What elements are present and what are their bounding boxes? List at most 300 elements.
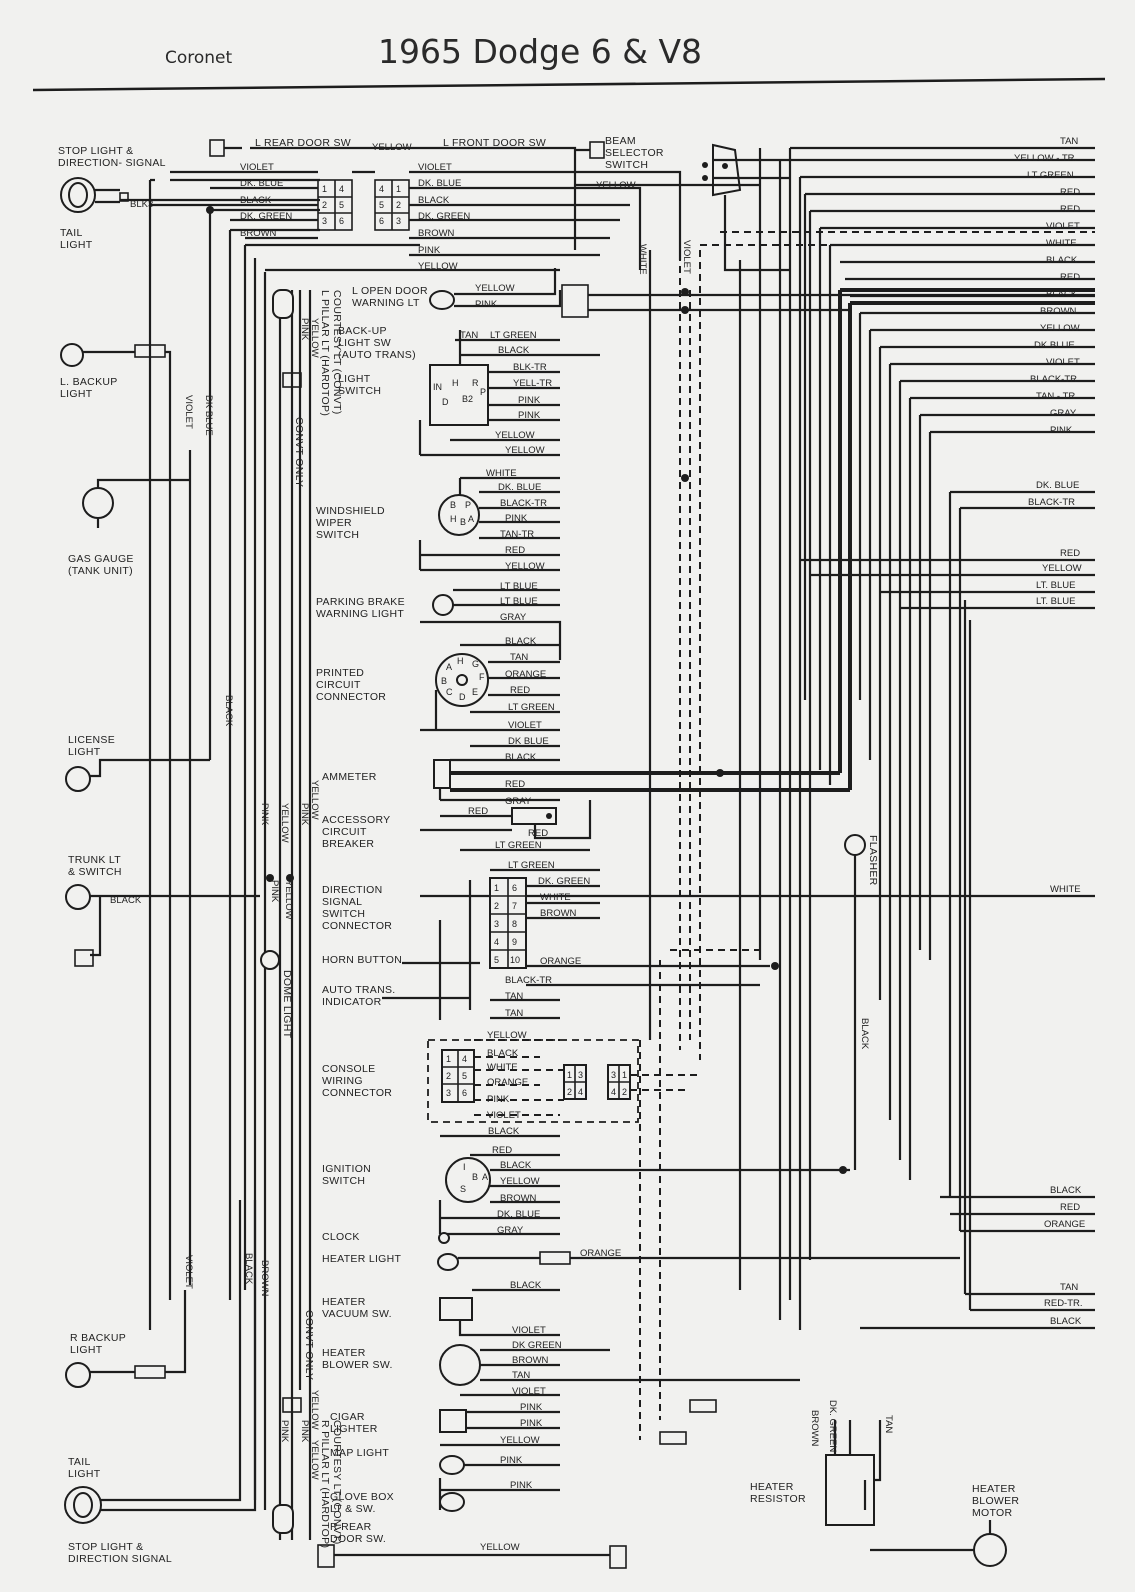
accessory-circuit-breaker (322, 800, 590, 851)
top-harness (150, 137, 760, 272)
svg-text:LIGHT: LIGHT (60, 239, 93, 251)
svg-text:BROWN: BROWN (809, 1410, 820, 1447)
svg-text:ORANGE: ORANGE (1044, 1219, 1086, 1230)
svg-text:10: 10 (510, 955, 521, 965)
ammeter (322, 752, 850, 807)
svg-text:L REAR DOOR SW: L REAR DOOR SW (255, 137, 351, 149)
svg-text:BLACK-TR: BLACK-TR (505, 975, 552, 986)
svg-text:DIRECTION SIGNAL: DIRECTION SIGNAL (68, 1553, 172, 1565)
svg-text:LIGHTER: LIGHTER (330, 1423, 378, 1435)
svg-text:ACCESSORY: ACCESSORY (322, 814, 391, 826)
svg-text:RED: RED (1060, 187, 1081, 198)
ignition-switch (322, 1126, 850, 1236)
svg-text:HORN BUTTON: HORN BUTTON (322, 954, 403, 966)
svg-text:D: D (459, 692, 466, 702)
svg-text:DIRECTION: DIRECTION (322, 884, 383, 896)
svg-text:2: 2 (622, 1087, 628, 1097)
svg-text:3: 3 (578, 1070, 584, 1080)
svg-text:DK. GREEN: DK. GREEN (240, 211, 293, 222)
svg-text:ORANGE: ORANGE (487, 1077, 529, 1088)
svg-text:RED: RED (1060, 548, 1081, 559)
svg-text:COURTESY LT (CONVT): COURTESY LT (CONVT) (331, 290, 343, 415)
svg-text:TAN: TAN (1060, 1282, 1079, 1293)
svg-text:4: 4 (578, 1087, 584, 1097)
svg-text:WHITE: WHITE (637, 244, 648, 275)
svg-text:TAN: TAN (512, 1370, 531, 1381)
svg-text:LIGHT SW: LIGHT SW (338, 337, 391, 349)
svg-text:CONNECTOR: CONNECTOR (322, 1087, 393, 1099)
svg-text:A: A (482, 1172, 489, 1182)
svg-text:CLOCK: CLOCK (322, 1231, 360, 1243)
svg-text:CONSOLE: CONSOLE (322, 1063, 376, 1075)
svg-text:LIGHT: LIGHT (60, 388, 93, 400)
svg-text:BLACK: BLACK (505, 752, 537, 763)
svg-text:BLK3: BLK3 (130, 199, 154, 210)
license-light (66, 734, 210, 791)
flasher (845, 835, 879, 1170)
svg-text:YELLOW: YELLOW (309, 1390, 320, 1430)
svg-text:L. BACKUP: L. BACKUP (60, 376, 118, 388)
svg-text:BLACK: BLACK (418, 195, 450, 206)
svg-text:LIGHT: LIGHT (68, 746, 101, 758)
svg-text:4: 4 (494, 937, 500, 947)
svg-text:YELLOW: YELLOW (487, 1030, 527, 1041)
svg-text:BLACK: BLACK (859, 1018, 870, 1050)
svg-text:BROWN: BROWN (512, 1355, 549, 1366)
svg-text:PINK: PINK (510, 1480, 533, 1491)
wiper-switch (316, 468, 560, 572)
stop-light-bottom (65, 1200, 255, 1565)
svg-text:2: 2 (446, 1071, 452, 1081)
svg-text:VIOLET: VIOLET (1046, 357, 1080, 368)
svg-text:L OPEN DOOR: L OPEN DOOR (352, 285, 428, 297)
svg-text:1: 1 (322, 184, 328, 194)
svg-text:HEATER: HEATER (972, 1483, 1016, 1495)
right-edge-labels (1014, 136, 1085, 1327)
direction-signal-connector (322, 860, 779, 1020)
svg-text:6: 6 (512, 883, 518, 893)
svg-text:BLACK: BLACK (510, 1280, 542, 1291)
svg-text:BROWN: BROWN (540, 908, 577, 919)
svg-text:STOP LIGHT &: STOP LIGHT & (58, 145, 134, 157)
svg-text:1: 1 (622, 1070, 628, 1080)
svg-text:BROWN: BROWN (1040, 306, 1077, 317)
svg-text:LT GREEN: LT GREEN (495, 840, 542, 851)
svg-text:H: H (450, 514, 457, 524)
svg-text:F: F (479, 672, 485, 682)
header-rule (33, 79, 1105, 90)
svg-text:CONVT ONLY: CONVT ONLY (303, 1310, 315, 1381)
svg-text:6: 6 (462, 1088, 468, 1098)
svg-text:BLACK: BLACK (1050, 1316, 1082, 1327)
svg-text:RED: RED (468, 806, 489, 817)
svg-text:RED: RED (1060, 272, 1081, 283)
svg-text:DK GREEN: DK GREEN (512, 1340, 562, 1351)
svg-text:LT. BLUE: LT. BLUE (1036, 580, 1076, 591)
svg-text:PINK: PINK (487, 1094, 510, 1105)
svg-text:YELLOW: YELLOW (418, 261, 458, 272)
svg-text:BLOWER: BLOWER (972, 1495, 1020, 1507)
svg-text:TAN: TAN (1060, 136, 1079, 147)
svg-text:PINK: PINK (299, 1420, 310, 1443)
svg-text:FLASHER: FLASHER (867, 835, 879, 886)
svg-text:LT. BLUE: LT. BLUE (1036, 596, 1076, 607)
svg-text:GAS GAUGE: GAS GAUGE (68, 553, 134, 565)
heater-controls (322, 1231, 960, 1397)
svg-text:LIGHT: LIGHT (70, 1344, 103, 1356)
svg-text:PINK: PINK (418, 245, 441, 256)
svg-text:BLACK: BLACK (500, 1160, 532, 1171)
gas-gauge (68, 480, 190, 577)
svg-text:2: 2 (396, 200, 402, 210)
svg-text:R: R (472, 378, 479, 388)
svg-text:5: 5 (339, 200, 345, 210)
svg-text:BLACK: BLACK (243, 1253, 254, 1285)
svg-text:DK BLUE: DK BLUE (508, 736, 549, 747)
svg-text:YELLOW: YELLOW (1040, 323, 1080, 334)
svg-text:CONVT ONLY: CONVT ONLY (293, 417, 305, 488)
svg-text:4: 4 (462, 1054, 468, 1064)
svg-text:6: 6 (379, 216, 385, 226)
svg-text:SWITCH: SWITCH (322, 1175, 366, 1187)
svg-text:A: A (468, 514, 475, 524)
svg-text:YELLOW: YELLOW (500, 1435, 540, 1446)
svg-text:DK. GREEN: DK. GREEN (827, 1400, 838, 1453)
svg-text:SELECTOR: SELECTOR (605, 147, 664, 159)
svg-text:VIOLET: VIOLET (183, 395, 194, 429)
svg-text:INDICATOR: INDICATOR (322, 996, 382, 1008)
svg-text:4: 4 (339, 184, 345, 194)
svg-text:6: 6 (339, 216, 345, 226)
svg-text:PINK: PINK (269, 880, 280, 903)
svg-text:CONNECTOR: CONNECTOR (316, 691, 387, 703)
svg-text:7: 7 (512, 901, 518, 911)
svg-text:3: 3 (446, 1088, 452, 1098)
svg-text:2: 2 (494, 901, 500, 911)
svg-text:WIPER: WIPER (316, 517, 352, 529)
svg-text:YELLOW: YELLOW (279, 803, 290, 843)
svg-text:YELLOW: YELLOW (475, 283, 515, 294)
svg-text:WHITE: WHITE (486, 468, 517, 479)
svg-text:GRAY: GRAY (497, 1225, 524, 1236)
svg-text:GRAY: GRAY (1050, 408, 1077, 419)
svg-text:DK. BLUE: DK. BLUE (418, 178, 462, 189)
svg-text:TAN - TR: TAN - TR (1036, 391, 1076, 402)
svg-text:BLACK: BLACK (1046, 289, 1078, 300)
svg-text:RED: RED (492, 1145, 513, 1156)
svg-text:GLOVE BOX: GLOVE BOX (330, 1491, 394, 1503)
svg-text:3: 3 (396, 216, 402, 226)
svg-text:YELLOW: YELLOW (309, 780, 320, 820)
svg-text:YELLOW: YELLOW (596, 180, 636, 191)
svg-text:BROWN: BROWN (418, 228, 455, 239)
svg-text:DK. GREEN: DK. GREEN (538, 876, 591, 887)
svg-text:AUTO TRANS.: AUTO TRANS. (322, 984, 396, 996)
svg-text:RED: RED (505, 779, 526, 790)
svg-text:YELLOW: YELLOW (1042, 563, 1082, 574)
svg-text:B: B (450, 500, 457, 510)
svg-text:WHITE: WHITE (487, 1062, 518, 1073)
svg-text:PINK: PINK (279, 1420, 290, 1443)
heater-blower-motor (870, 1483, 1019, 1566)
svg-text:HEATER: HEATER (750, 1481, 794, 1493)
svg-text:BLACK: BLACK (1050, 1185, 1082, 1196)
svg-text:YELLOW: YELLOW (505, 445, 545, 456)
svg-text:P: P (480, 387, 487, 397)
model-name: Coronet (165, 48, 233, 68)
svg-text:PINK: PINK (475, 299, 498, 310)
svg-text:WIRING: WIRING (322, 1075, 363, 1087)
svg-text:WHITE: WHITE (540, 892, 571, 903)
svg-text:I: I (463, 1162, 466, 1172)
svg-text:PRINTED: PRINTED (316, 667, 365, 679)
svg-text:WINDSHIELD: WINDSHIELD (316, 505, 385, 517)
svg-text:TAN: TAN (510, 652, 529, 663)
svg-text:YELLOW: YELLOW (500, 1176, 540, 1187)
svg-text:PINK: PINK (259, 803, 270, 826)
svg-text:YELL-TR: YELL-TR (513, 378, 553, 389)
svg-text:BLACK: BLACK (110, 895, 142, 906)
svg-text:RESISTOR: RESISTOR (750, 1493, 806, 1505)
r-backup-light (66, 1290, 185, 1387)
svg-text:(TANK UNIT): (TANK UNIT) (68, 565, 133, 577)
svg-text:BLACK-TR: BLACK-TR (1028, 497, 1075, 508)
svg-text:TAIL: TAIL (60, 227, 83, 239)
svg-text:LT GREEN: LT GREEN (508, 860, 555, 871)
svg-text:L PILLAR LT (HARDTOP): L PILLAR LT (HARDTOP) (319, 290, 331, 417)
svg-text:MAP LIGHT: MAP LIGHT (330, 1447, 390, 1459)
svg-text:P: P (465, 500, 472, 510)
svg-text:3: 3 (322, 216, 328, 226)
svg-text:DK. GREEN: DK. GREEN (418, 211, 471, 222)
svg-text:YELLOW: YELLOW (372, 142, 412, 153)
svg-text:WHITE: WHITE (1046, 238, 1077, 249)
svg-text:VIOLET: VIOLET (240, 162, 274, 173)
svg-text:AMMETER: AMMETER (322, 771, 377, 783)
svg-text:LICENSE: LICENSE (68, 734, 116, 746)
svg-text:C: C (446, 687, 453, 697)
parking-brake-light (316, 581, 560, 660)
svg-text:HEATER LIGHT: HEATER LIGHT (322, 1253, 402, 1265)
svg-text:E: E (472, 687, 479, 697)
svg-text:3: 3 (611, 1070, 617, 1080)
svg-text:CONNECTOR: CONNECTOR (322, 920, 393, 932)
svg-text:S: S (460, 1184, 467, 1194)
svg-text:SWITCH: SWITCH (605, 159, 649, 171)
svg-text:TRUNK LT: TRUNK LT (68, 854, 121, 866)
svg-text:VIOLET: VIOLET (183, 1255, 194, 1289)
svg-text:DOOR SW.: DOOR SW. (330, 1533, 387, 1545)
svg-text:4: 4 (611, 1087, 617, 1097)
svg-text:SWITCH: SWITCH (316, 529, 360, 541)
svg-text:H: H (457, 656, 464, 666)
svg-text:BLACK: BLACK (488, 1126, 520, 1137)
svg-text:COURTESY LT (CONVT): COURTESY LT (CONVT) (331, 1420, 343, 1545)
svg-text:IGNITION: IGNITION (322, 1163, 372, 1175)
svg-text:ORANGE: ORANGE (580, 1248, 622, 1259)
svg-text:TAIL: TAIL (68, 1456, 91, 1468)
svg-text:VIOLET: VIOLET (1046, 221, 1080, 232)
svg-text:SWITCH: SWITCH (338, 385, 382, 397)
svg-text:MOTOR: MOTOR (972, 1507, 1013, 1519)
svg-text:LT GREEN: LT GREEN (508, 702, 555, 713)
svg-text:(AUTO TRANS): (AUTO TRANS) (338, 349, 416, 361)
svg-text:RED: RED (1060, 204, 1081, 215)
svg-text:1: 1 (567, 1070, 573, 1080)
console-wiring-connector (322, 1030, 700, 1122)
svg-text:VACUUM SW.: VACUUM SW. (322, 1308, 392, 1320)
svg-text:2: 2 (322, 200, 328, 210)
svg-text:DK. BLUE: DK. BLUE (240, 178, 284, 189)
svg-text:YELLOW - TR.: YELLOW - TR. (1014, 153, 1078, 164)
svg-text:VIOLET: VIOLET (418, 162, 452, 173)
svg-text:ORANGE: ORANGE (505, 669, 547, 680)
svg-text:BREAKER: BREAKER (322, 838, 375, 850)
svg-text:YELLOW: YELLOW (495, 430, 535, 441)
svg-text:5: 5 (379, 200, 385, 210)
svg-text:B: B (441, 676, 448, 686)
svg-text:5: 5 (462, 1071, 468, 1081)
svg-text:PINK: PINK (520, 1418, 543, 1429)
svg-text:STOP LIGHT &: STOP LIGHT & (68, 1541, 144, 1553)
svg-text:G: G (472, 659, 480, 669)
svg-text:DK BLUE: DK BLUE (203, 395, 214, 436)
svg-text:YELLOW: YELLOW (309, 318, 320, 358)
svg-text:GRAY: GRAY (500, 612, 527, 623)
svg-text:VIOLET: VIOLET (512, 1325, 546, 1336)
svg-text:BLACK: BLACK (223, 695, 234, 727)
svg-text:RED: RED (528, 828, 549, 839)
svg-text:L FRONT DOOR SW: L FRONT DOOR SW (443, 137, 547, 149)
svg-text:YELLOW: YELLOW (480, 1542, 520, 1553)
svg-text:4: 4 (379, 184, 385, 194)
svg-text:PINK: PINK (500, 1455, 523, 1466)
svg-text:RED: RED (505, 545, 526, 556)
svg-text:LT & SW.: LT & SW. (330, 1503, 376, 1515)
svg-text:LT GREEN: LT GREEN (490, 330, 537, 341)
svg-text:3: 3 (494, 919, 500, 929)
svg-text:TAN: TAN (460, 330, 479, 341)
svg-text:R PILLAR LT (HARDTOP): R PILLAR LT (HARDTOP) (319, 1420, 331, 1549)
svg-text:DK. BLUE: DK. BLUE (1036, 480, 1080, 491)
svg-text:PARKING BRAKE: PARKING BRAKE (316, 596, 405, 608)
svg-text:ORANGE: ORANGE (540, 956, 582, 967)
stop-light-top (58, 145, 320, 251)
svg-text:VIOLET: VIOLET (512, 1386, 546, 1397)
svg-text:IN: IN (433, 382, 442, 392)
svg-text:DK BLUE: DK BLUE (1034, 340, 1075, 351)
svg-text:BLACK: BLACK (240, 195, 272, 206)
svg-text:PINK: PINK (505, 513, 528, 524)
svg-text:LT GREEN: LT GREEN (1027, 170, 1074, 181)
svg-text:R BACKUP: R BACKUP (70, 1332, 127, 1344)
svg-text:5: 5 (494, 955, 500, 965)
svg-text:BLACK: BLACK (487, 1048, 519, 1059)
svg-text:BLACK-TR: BLACK-TR (1030, 374, 1077, 385)
svg-text:2: 2 (567, 1087, 573, 1097)
svg-text:BACK-UP: BACK-UP (338, 325, 387, 337)
svg-text:DK. BLUE: DK. BLUE (497, 1209, 541, 1220)
svg-text:WARNING LIGHT: WARNING LIGHT (316, 608, 405, 620)
svg-text:BEAM: BEAM (605, 135, 636, 147)
lower-accessories (330, 1400, 716, 1553)
svg-text:HEATER: HEATER (322, 1347, 366, 1359)
svg-text:PINK: PINK (1050, 425, 1073, 436)
svg-text:BROWN: BROWN (259, 1260, 270, 1297)
page-title: 1965 Dodge 6 & V8 (378, 32, 703, 71)
svg-text:DK. BLUE: DK. BLUE (498, 482, 542, 493)
svg-text:TAN: TAN (883, 1415, 894, 1434)
svg-text:VIOLET: VIOLET (681, 240, 692, 274)
svg-text:BLACK-TR: BLACK-TR (500, 498, 547, 509)
svg-text:RED-TR.: RED-TR. (1044, 1298, 1083, 1309)
svg-text:YELLOW: YELLOW (309, 1440, 320, 1480)
svg-text:BLK-TR: BLK-TR (513, 362, 547, 373)
r-rear-door-switch (318, 1521, 626, 1568)
svg-text:SWITCH: SWITCH (322, 908, 366, 920)
svg-text:BLACK: BLACK (505, 636, 537, 647)
svg-text:TAN: TAN (505, 991, 524, 1002)
svg-text:TAN: TAN (505, 1008, 524, 1019)
svg-text:CIRCUIT: CIRCUIT (316, 679, 361, 691)
svg-text:PINK: PINK (520, 1402, 543, 1413)
svg-text:B: B (460, 517, 467, 527)
svg-text:BLOWER SW.: BLOWER SW. (322, 1359, 393, 1371)
svg-text:R REAR: R REAR (330, 1521, 372, 1533)
svg-text:9: 9 (512, 937, 518, 947)
svg-text:LIGHT: LIGHT (338, 373, 371, 385)
svg-text:1: 1 (396, 184, 402, 194)
svg-text:LT BLUE: LT BLUE (500, 596, 538, 607)
svg-text:BLACK: BLACK (498, 345, 530, 356)
svg-text:LT BLUE: LT BLUE (500, 581, 538, 592)
svg-text:LIGHT: LIGHT (68, 1468, 101, 1480)
svg-text:CIGAR: CIGAR (330, 1411, 365, 1423)
svg-text:H: H (452, 378, 459, 388)
svg-text:B2: B2 (462, 394, 474, 404)
svg-text:YELLOW: YELLOW (505, 561, 545, 572)
svg-text:PINK: PINK (518, 395, 541, 406)
svg-text:TAN-TR: TAN-TR (500, 529, 535, 540)
svg-text:RED: RED (510, 685, 531, 696)
svg-text:YELLOW: YELLOW (283, 880, 294, 920)
svg-text:PINK: PINK (299, 803, 310, 826)
svg-text:DOME LIGHT: DOME LIGHT (281, 970, 293, 1039)
right-edge-harness (420, 136, 1095, 1328)
svg-text:8: 8 (512, 919, 518, 929)
svg-text:B: B (472, 1172, 479, 1182)
l-backup-light (60, 344, 170, 400)
svg-text:BLACK: BLACK (1046, 255, 1078, 266)
svg-text:PINK: PINK (299, 318, 310, 341)
printed-circuit-connector (316, 636, 560, 747)
svg-text:PINK: PINK (518, 410, 541, 421)
svg-text:DIRECTION- SIGNAL: DIRECTION- SIGNAL (58, 157, 166, 169)
svg-text:SIGNAL: SIGNAL (322, 896, 363, 908)
heater-resistor (750, 1400, 894, 1525)
svg-text:GRAY: GRAY (505, 796, 532, 807)
beam-selector-switch (605, 135, 790, 270)
svg-text:RED: RED (1060, 1202, 1081, 1213)
svg-text:VIOLET: VIOLET (508, 720, 542, 731)
svg-text:WARNING LT: WARNING LT (352, 297, 420, 309)
svg-text:WHITE: WHITE (1050, 884, 1081, 895)
svg-text:BROWN: BROWN (240, 228, 277, 239)
svg-text:1: 1 (446, 1054, 452, 1064)
svg-text:BROWN: BROWN (500, 1193, 537, 1204)
svg-text:CIRCUIT: CIRCUIT (322, 826, 367, 838)
svg-text:VIOLET: VIOLET (487, 1110, 521, 1121)
